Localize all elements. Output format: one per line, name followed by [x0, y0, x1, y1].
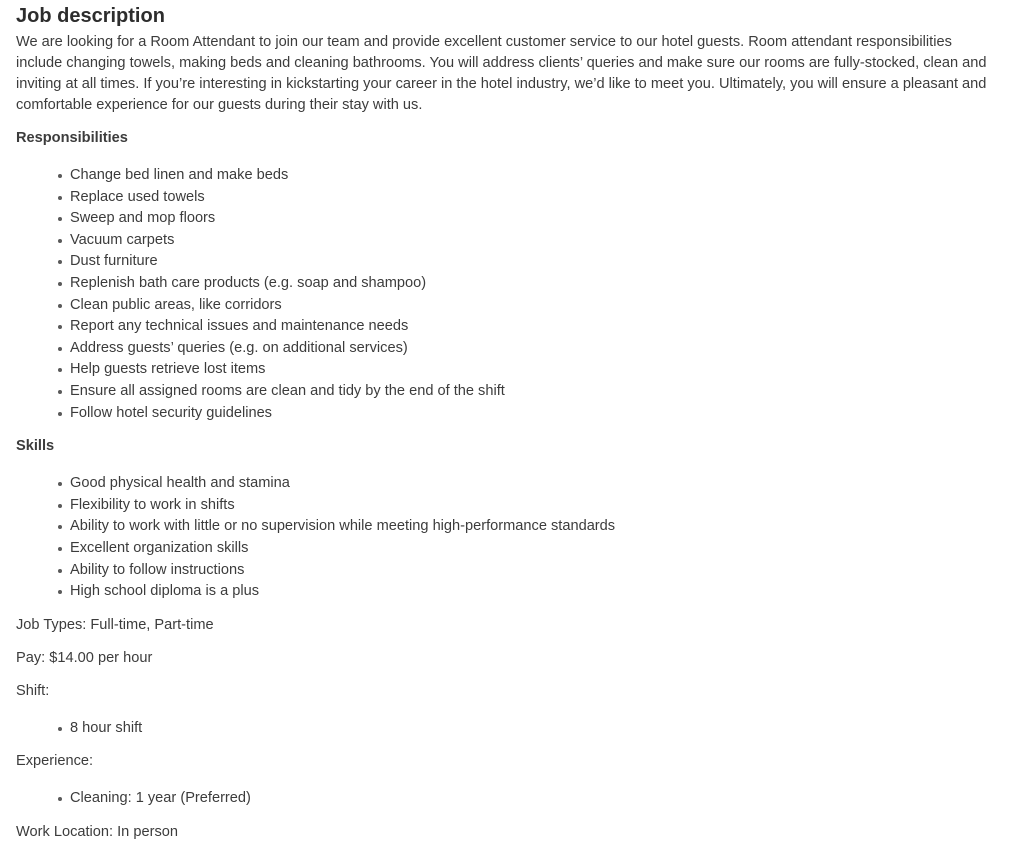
- job-types: Job Types: Full-time, Part-time: [16, 616, 214, 633]
- bullet-icon: [58, 547, 62, 551]
- list-item: Help guests retrieve lost items: [58, 359, 996, 381]
- list-item: Change bed linen and make beds: [58, 165, 996, 187]
- bullet-icon: [58, 482, 62, 486]
- bullet-icon: [58, 797, 62, 801]
- list-item: Vacuum carpets: [58, 230, 996, 252]
- list-item: Cleaning: 1 year (Preferred): [58, 788, 996, 810]
- skills-list: [16, 473, 996, 603]
- bullet-icon: [58, 325, 62, 329]
- list-item: Ensure all assigned rooms are clean and tidy by the end of the shift: [58, 381, 996, 403]
- bullet-icon: [58, 304, 62, 308]
- shift-label: Shift:: [16, 682, 50, 699]
- experience-list: [16, 788, 996, 810]
- bullet-icon: [58, 390, 62, 394]
- list-item: Replenish bath care products (e.g. soap and shampoo): [58, 273, 996, 295]
- bullet-icon: [58, 569, 62, 573]
- bullet-icon: [58, 504, 62, 508]
- work-location: Work Location: In person: [16, 823, 178, 840]
- bullet-icon: [58, 347, 62, 351]
- list-item: Ability to follow instructions: [58, 560, 996, 582]
- intro-paragraph: We are looking for a Room Attendant to join our team and provide excellent customer service to our hotel guests. Room attendant responsibilities include changing towels, making beds and cleaning bathrooms. You will address clients’ queries and make sure our rooms are fully-stocked, clean and inviting at all times. If you’re interesting in kickstarting your career in the hotel industry, we’d like to meet you. Ultimately, you will ensure a pleasant and comfortable experience for our guests during their stay with us.: [16, 34, 987, 113]
- list-item: Address guests’ queries (e.g. on additional services): [58, 338, 996, 360]
- skills-heading: Skills: [16, 438, 55, 455]
- bullet-icon: [58, 525, 62, 529]
- list-item: Excellent organization skills: [58, 538, 996, 560]
- bullet-icon: [58, 368, 62, 372]
- list-item: Follow hotel security guidelines: [58, 403, 996, 425]
- bullet-icon: [58, 727, 62, 731]
- responsibilities-list: [16, 165, 996, 424]
- list-item: Report any technical issues and maintenance needs: [58, 316, 996, 338]
- bullet-icon: [58, 196, 62, 200]
- list-item: Good physical health and stamina: [58, 473, 996, 495]
- list-item: Clean public areas, like corridors: [58, 295, 996, 317]
- list-item: Flexibility to work in shifts: [58, 495, 996, 517]
- bullet-icon: [58, 239, 62, 243]
- bullet-icon: [58, 412, 62, 416]
- page-title: Job description: [16, 5, 165, 27]
- experience-label: Experience:: [16, 753, 94, 770]
- pay: Pay: $14.00 per hour: [16, 649, 153, 666]
- bullet-icon: [58, 590, 62, 594]
- shift-list: [16, 718, 996, 740]
- list-item: Ability to work with little or no supervision while meeting high-performance standards: [58, 516, 996, 538]
- bullet-icon: [58, 260, 62, 264]
- list-item: 8 hour shift: [58, 718, 996, 740]
- bullet-icon: [58, 174, 62, 178]
- list-item: Dust furniture: [58, 251, 996, 273]
- list-item: High school diploma is a plus: [58, 581, 996, 603]
- bullet-icon: [58, 217, 62, 221]
- list-item: Replace used towels: [58, 187, 996, 209]
- bullet-icon: [58, 282, 62, 286]
- list-item: Sweep and mop floors: [58, 208, 996, 230]
- responsibilities-heading: Responsibilities: [16, 130, 128, 146]
